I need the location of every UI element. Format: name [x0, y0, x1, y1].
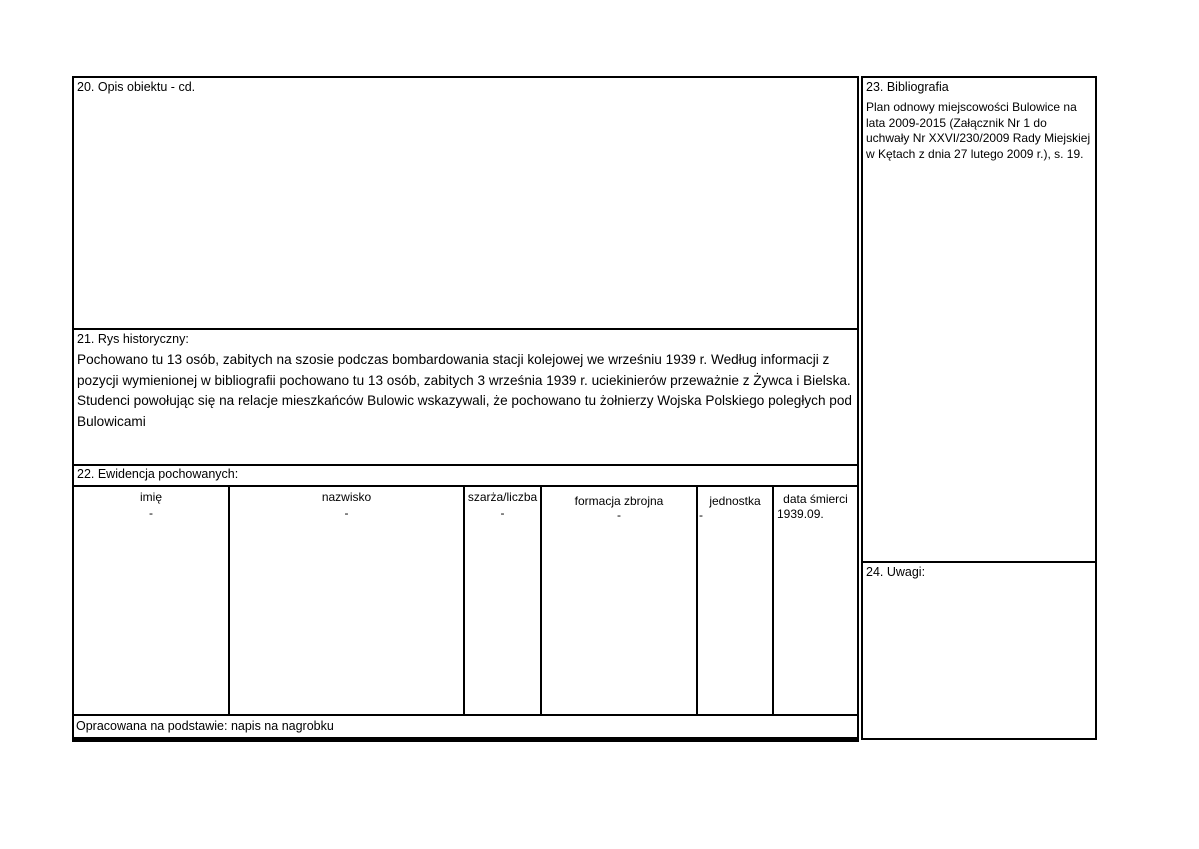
table-column-formacja-zbrojna — [542, 487, 698, 714]
section-uwagi — [863, 563, 1095, 738]
table-column-szarza-liczba — [465, 487, 542, 714]
table-column-imie — [74, 487, 230, 714]
section-ewidencja-header — [74, 466, 857, 485]
column-header: data śmierci — [783, 492, 848, 506]
table-column-jednostka — [698, 487, 774, 714]
cell-value: - — [344, 506, 349, 520]
section-bibliografia-label: 23. Bibliografia — [866, 80, 949, 94]
section-ewidencja-label: 22. Ewidencja pochowanych: — [77, 467, 239, 481]
section-opis-obiektu-label: 20. Opis obiektu - cd. — [77, 80, 196, 94]
table-column-nazwisko — [230, 487, 465, 714]
section-rys-historyczny-text: Pochowano tu 13 osób, zabitych na szosie podczas bombardowania stacji kolejowej we wrześniu 1939 r. Według informacji z pozycji wymienionej w bibliografii pochowano tu 13 osób, zabitych 3 września 1939 r. uciekinierów przeważnie z Żywca i Bielska. Studenci powołując się na relacje mieszkańców Bulowic wskazywali, że pochowano tu żołnierzy Wojska Polskiego poległych pod Bulowicami — [77, 352, 852, 429]
burial-table — [74, 485, 857, 716]
section-rys-historyczny-label: 21. Rys historyczny: — [77, 332, 189, 346]
section-rys-historyczny — [74, 330, 857, 466]
table-column-data-smierci — [774, 487, 857, 714]
column-header: formacja zbrojna — [574, 494, 664, 508]
section-bibliografia-text: Plan odnowy miejscowości Bulowice na lata 2009-2015 (Załącznik Nr 1 do uchwały Nr XXVI/230/2009 Rady Miejskiej w Kętach z dnia 27 lutego 2009 r.), s. 19. — [866, 100, 1091, 161]
right-form-block — [861, 76, 1097, 740]
cell-value: - — [500, 506, 505, 520]
section-opis-obiektu — [74, 78, 857, 330]
footer-note: Opracowana na podstawie: napis na nagrobku — [76, 719, 334, 733]
cell-value: - — [617, 508, 621, 522]
section-bibliografia — [863, 78, 1095, 563]
column-header: nazwisko — [321, 490, 372, 504]
column-header: szarża/liczba — [467, 490, 538, 504]
column-header: imię — [139, 490, 162, 504]
cell-value: - — [699, 508, 703, 522]
column-header: jednostka — [709, 494, 761, 508]
cell-value: 1939.09. — [777, 507, 824, 521]
left-form-block — [72, 76, 859, 742]
section-uwagi-label: 24. Uwagi: — [866, 565, 926, 579]
cell-value: - — [149, 506, 153, 520]
